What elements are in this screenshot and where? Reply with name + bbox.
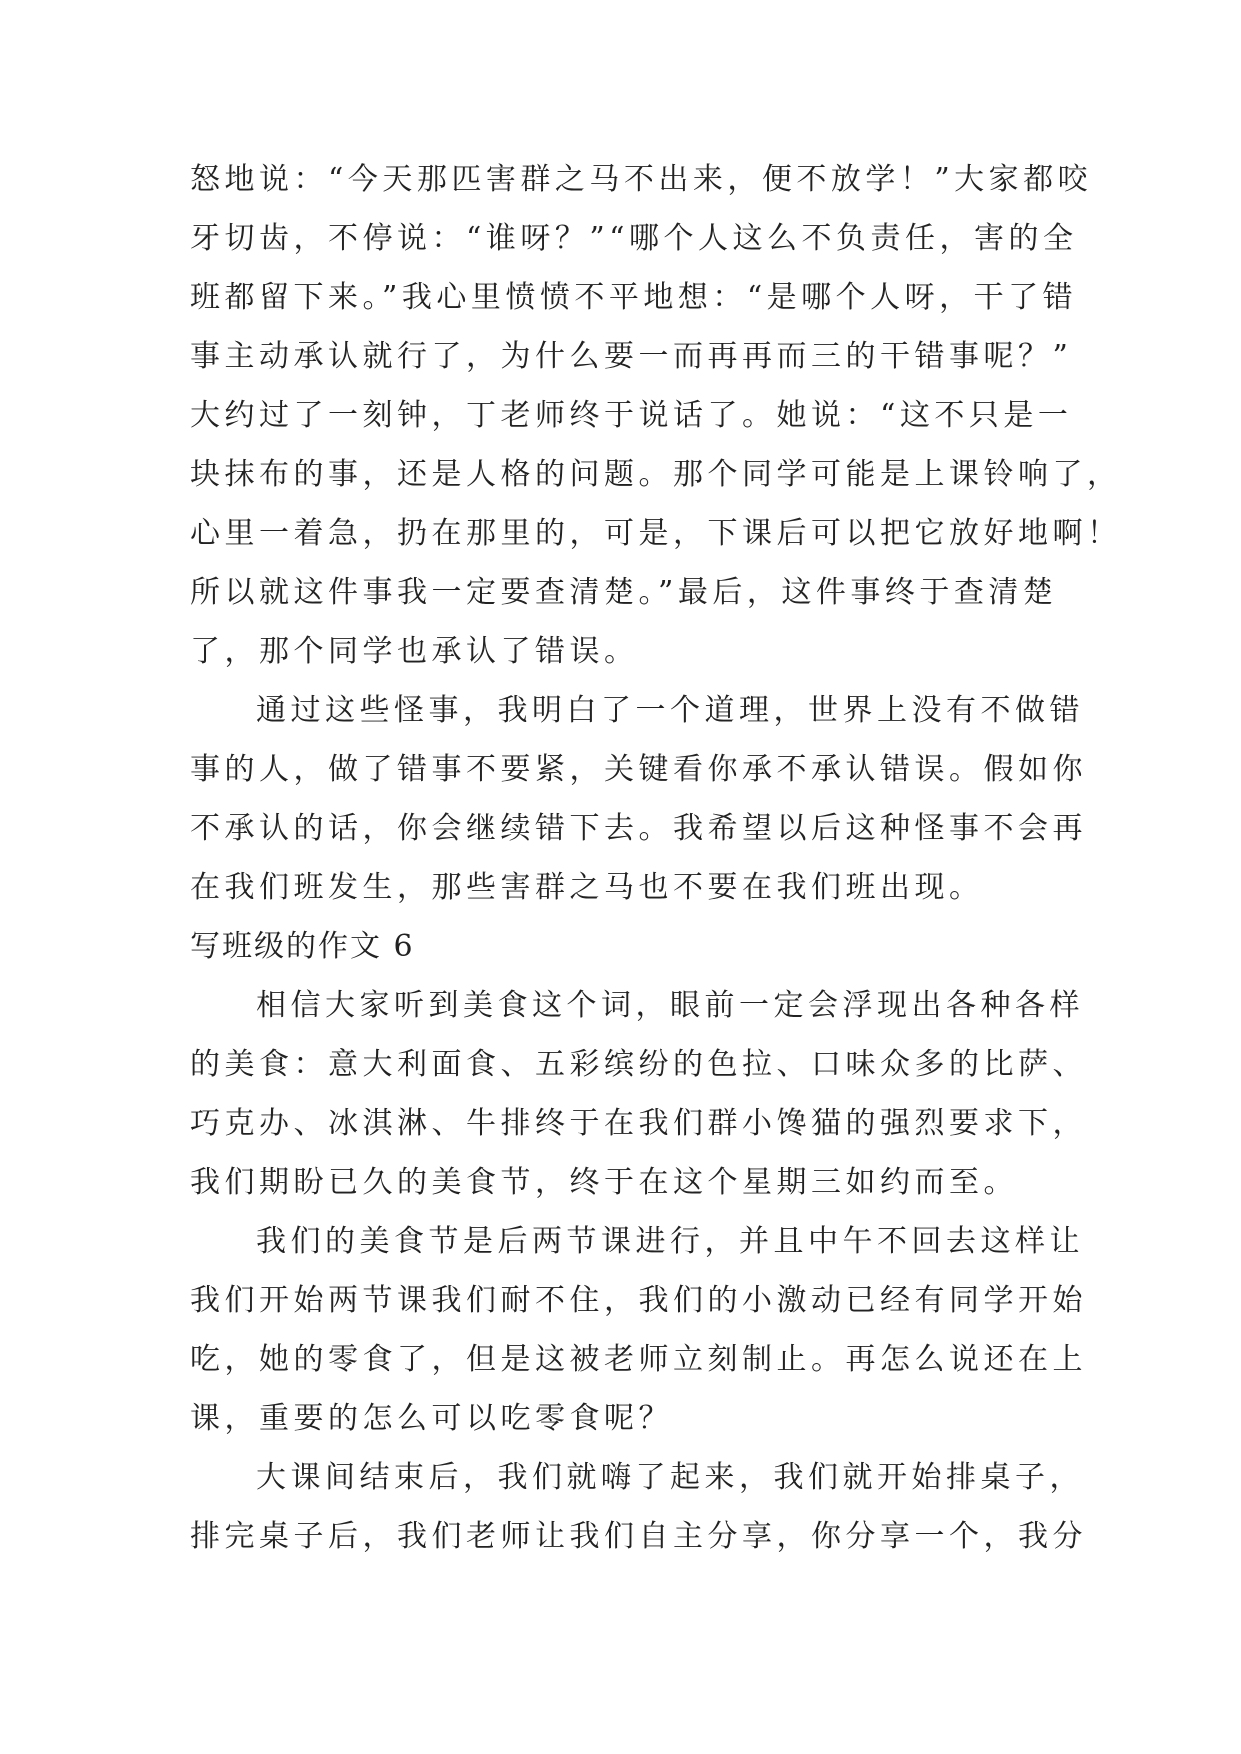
text-line: 事主动承认就行了，为什么要一而再再而三的干错事呢？” <box>190 339 1073 374</box>
text-line: 我们开始两节课我们耐不住，我们的小激动已经有同学开始 <box>190 1283 1087 1318</box>
text-line: 大约过了一刻钟，丁老师终于说话了。她说：“这不只是一 <box>190 398 1073 433</box>
text-line: 不承认的话，你会继续错下去。我希望以后这种怪事不会再 <box>190 811 1087 846</box>
document-page <box>190 150 1122 1566</box>
text-line: 在我们班发生，那些害群之马也不要在我们班出现。 <box>190 870 984 905</box>
text-line: 怒地说：“今天那匹害群之马不出来，便不放学！”大家都咬 <box>190 162 1093 197</box>
text-line: 课，重要的怎么可以吃零食呢？ <box>190 1401 673 1436</box>
paragraph-first-line: 我们的美食节是后两节课进行，并且中午不回去这样让 <box>256 1224 1084 1259</box>
section-heading: 写班级的作文 6 <box>190 929 415 964</box>
text-line: 班都留下来。”我心里愤愤不平地想：“是哪个人呀，干了错 <box>190 280 1078 315</box>
text-line: 牙切齿，不停说：“谁呀？”“哪个人这么不负责任，害的全 <box>190 221 1078 256</box>
text-line: 块抹布的事，还是人格的问题。那个同学可能是上课铃响了， <box>190 457 1122 492</box>
text-line: 所以就这件事我一定要查清楚。”最后，这件事终于查清楚 <box>190 575 1058 610</box>
text-line: 吃，她的零食了，但是这被老师立刻制止。再怎么说还在上 <box>190 1342 1087 1377</box>
text-line: 心里一着急，扔在那里的，可是，下课后可以把它放好地啊！ <box>190 516 1122 551</box>
text-line: 了，那个同学也承认了错误。 <box>190 634 639 669</box>
text-line: 巧克办、冰淇淋、牛排终于在我们群小馋猫的强烈要求下， <box>190 1106 1087 1141</box>
text-line: 事的人，做了错事不要紧，关键看你承不承认错误。假如你 <box>190 752 1087 787</box>
text-line: 的美食：意大利面食、五彩缤纷的色拉、口味众多的比萨、 <box>190 1047 1087 1082</box>
paragraph-first-line: 相信大家听到美食这个词，眼前一定会浮现出各种各样 <box>256 988 1084 1023</box>
text-line: 排完桌子后，我们老师让我们自主分享，你分享一个，我分 <box>190 1519 1087 1554</box>
paragraph-first-line: 大课间结束后，我们就嗨了起来，我们就开始排桌子， <box>256 1460 1084 1495</box>
text-line: 我们期盼已久的美食节，终于在这个星期三如约而至。 <box>190 1165 1018 1200</box>
paragraph-first-line: 通过这些怪事，我明白了一个道理，世界上没有不做错 <box>256 693 1084 728</box>
